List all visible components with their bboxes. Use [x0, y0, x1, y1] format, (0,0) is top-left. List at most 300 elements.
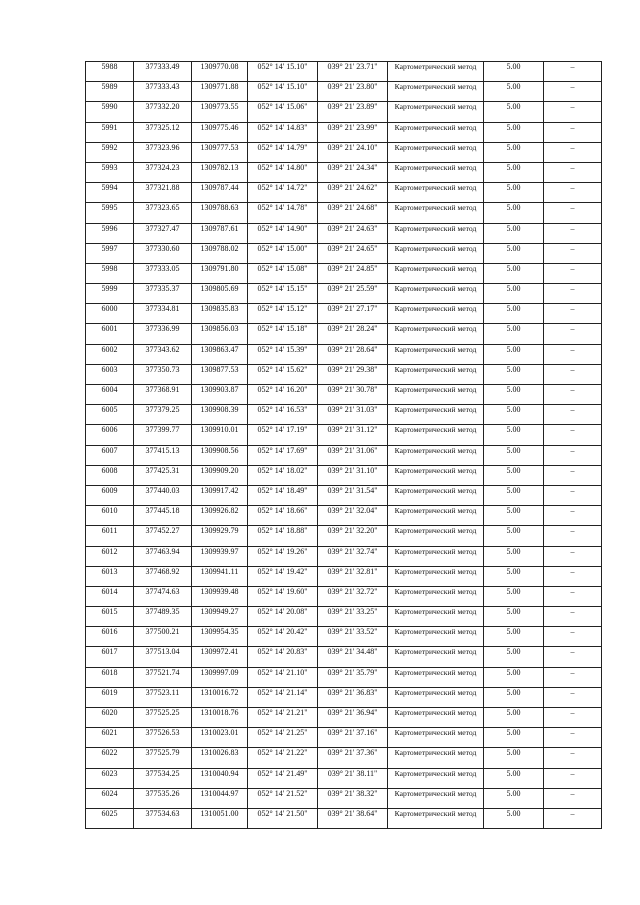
- method-cell: Картометрический метод: [388, 728, 484, 748]
- table-row: [86, 142, 602, 162]
- table-row: [86, 263, 602, 283]
- table-row: [86, 586, 602, 606]
- y-coordinate-cell: 1309770.08: [192, 62, 248, 82]
- table-row: [86, 788, 602, 808]
- method-cell: Картометрический метод: [388, 788, 484, 808]
- table-row: [86, 102, 602, 122]
- table-row: [86, 768, 602, 788]
- note-cell: –: [544, 445, 602, 465]
- longitude-cell: 039° 21' 28.24": [318, 324, 388, 344]
- y-coordinate-cell: 1309939.48: [192, 586, 248, 606]
- method-cell: Картометрический метод: [388, 546, 484, 566]
- method-cell: Картометрический метод: [388, 324, 484, 344]
- x-coordinate-cell: 377526.53: [134, 728, 192, 748]
- method-cell: Картометрический метод: [388, 344, 484, 364]
- longitude-cell: 039° 21' 32.04": [318, 506, 388, 526]
- table-row: [86, 364, 602, 384]
- note-cell: –: [544, 425, 602, 445]
- table-row: [86, 405, 602, 425]
- method-cell: Картометрический метод: [388, 647, 484, 667]
- table-row: [86, 687, 602, 707]
- latitude-cell: 052° 14' 15.10": [248, 62, 318, 82]
- accuracy-cell: 5.00: [484, 506, 544, 526]
- x-coordinate-cell: 377535.26: [134, 788, 192, 808]
- accuracy-cell: 5.00: [484, 808, 544, 828]
- longitude-cell: 039° 21' 30.78": [318, 385, 388, 405]
- x-coordinate-cell: 377335.37: [134, 284, 192, 304]
- accuracy-cell: 5.00: [484, 627, 544, 647]
- table-row: [86, 566, 602, 586]
- note-cell: –: [544, 324, 602, 344]
- latitude-cell: 052° 14' 21.52": [248, 788, 318, 808]
- x-coordinate-cell: 377343.62: [134, 344, 192, 364]
- point-number-cell: 6010: [86, 506, 134, 526]
- longitude-cell: 039° 21' 32.72": [318, 586, 388, 606]
- note-cell: –: [544, 566, 602, 586]
- y-coordinate-cell: 1309972.41: [192, 647, 248, 667]
- x-coordinate-cell: 377534.25: [134, 768, 192, 788]
- table-row: [86, 546, 602, 566]
- table-row: [86, 324, 602, 344]
- table-row: [86, 748, 602, 768]
- point-number-cell: 6004: [86, 385, 134, 405]
- latitude-cell: 052° 14' 21.25": [248, 728, 318, 748]
- y-coordinate-cell: 1310044.97: [192, 788, 248, 808]
- method-cell: Картометрический метод: [388, 122, 484, 142]
- note-cell: –: [544, 62, 602, 82]
- latitude-cell: 052° 14' 21.50": [248, 808, 318, 828]
- method-cell: Картометрический метод: [388, 405, 484, 425]
- point-number-cell: 5999: [86, 284, 134, 304]
- latitude-cell: 052° 14' 20.08": [248, 607, 318, 627]
- point-number-cell: 6020: [86, 708, 134, 728]
- point-number-cell: 6023: [86, 768, 134, 788]
- x-coordinate-cell: 377489.35: [134, 607, 192, 627]
- x-coordinate-cell: 377399.77: [134, 425, 192, 445]
- point-number-cell: 5994: [86, 183, 134, 203]
- latitude-cell: 052° 14' 14.72": [248, 183, 318, 203]
- x-coordinate-cell: 377350.73: [134, 364, 192, 384]
- point-number-cell: 6014: [86, 586, 134, 606]
- x-coordinate-cell: 377333.49: [134, 62, 192, 82]
- y-coordinate-cell: 1309788.63: [192, 203, 248, 223]
- point-number-cell: 5996: [86, 223, 134, 243]
- y-coordinate-cell: 1309949.27: [192, 607, 248, 627]
- y-coordinate-cell: 1309773.55: [192, 102, 248, 122]
- y-coordinate-cell: 1309939.97: [192, 546, 248, 566]
- note-cell: –: [544, 203, 602, 223]
- method-cell: Картометрический метод: [388, 102, 484, 122]
- x-coordinate-cell: 377321.88: [134, 183, 192, 203]
- longitude-cell: 039° 21' 37.36": [318, 748, 388, 768]
- accuracy-cell: 5.00: [484, 465, 544, 485]
- table-row: [86, 667, 602, 687]
- y-coordinate-cell: 1309805.69: [192, 284, 248, 304]
- latitude-cell: 052° 14' 18.02": [248, 465, 318, 485]
- note-cell: –: [544, 748, 602, 768]
- note-cell: –: [544, 142, 602, 162]
- method-cell: Картометрический метод: [388, 607, 484, 627]
- longitude-cell: 039° 21' 24.10": [318, 142, 388, 162]
- longitude-cell: 039° 21' 32.74": [318, 546, 388, 566]
- method-cell: Картометрический метод: [388, 162, 484, 182]
- point-number-cell: 5989: [86, 82, 134, 102]
- method-cell: Картометрический метод: [388, 586, 484, 606]
- point-number-cell: 6009: [86, 485, 134, 505]
- note-cell: –: [544, 243, 602, 263]
- latitude-cell: 052° 14' 14.83": [248, 122, 318, 142]
- y-coordinate-cell: 1309856.03: [192, 324, 248, 344]
- latitude-cell: 052° 14' 19.60": [248, 586, 318, 606]
- note-cell: –: [544, 385, 602, 405]
- latitude-cell: 052° 14' 15.12": [248, 304, 318, 324]
- note-cell: –: [544, 405, 602, 425]
- y-coordinate-cell: 1309997.09: [192, 667, 248, 687]
- point-number-cell: 6021: [86, 728, 134, 748]
- table-row: [86, 647, 602, 667]
- y-coordinate-cell: 1309788.02: [192, 243, 248, 263]
- latitude-cell: 052° 14' 17.19": [248, 425, 318, 445]
- note-cell: –: [544, 506, 602, 526]
- accuracy-cell: 5.00: [484, 203, 544, 223]
- table-row: [86, 708, 602, 728]
- longitude-cell: 039° 21' 37.16": [318, 728, 388, 748]
- x-coordinate-cell: 377332.20: [134, 102, 192, 122]
- y-coordinate-cell: 1309782.13: [192, 162, 248, 182]
- latitude-cell: 052° 14' 16.20": [248, 385, 318, 405]
- accuracy-cell: 5.00: [484, 667, 544, 687]
- accuracy-cell: 5.00: [484, 62, 544, 82]
- accuracy-cell: 5.00: [484, 708, 544, 728]
- y-coordinate-cell: 1309926.82: [192, 506, 248, 526]
- method-cell: Картометрический метод: [388, 768, 484, 788]
- note-cell: –: [544, 485, 602, 505]
- method-cell: Картометрический метод: [388, 203, 484, 223]
- x-coordinate-cell: 377525.79: [134, 748, 192, 768]
- accuracy-cell: 5.00: [484, 122, 544, 142]
- x-coordinate-cell: 377525.25: [134, 708, 192, 728]
- note-cell: –: [544, 808, 602, 828]
- accuracy-cell: 5.00: [484, 284, 544, 304]
- point-number-cell: 6022: [86, 748, 134, 768]
- point-number-cell: 5993: [86, 162, 134, 182]
- accuracy-cell: 5.00: [484, 485, 544, 505]
- table-row: [86, 425, 602, 445]
- y-coordinate-cell: 1309863.47: [192, 344, 248, 364]
- longitude-cell: 039° 21' 31.10": [318, 465, 388, 485]
- method-cell: Картометрический метод: [388, 485, 484, 505]
- x-coordinate-cell: 377324.23: [134, 162, 192, 182]
- longitude-cell: 039° 21' 34.48": [318, 647, 388, 667]
- longitude-cell: 039° 21' 31.54": [318, 485, 388, 505]
- longitude-cell: 039° 21' 23.80": [318, 82, 388, 102]
- latitude-cell: 052° 14' 20.42": [248, 627, 318, 647]
- longitude-cell: 039° 21' 38.11": [318, 768, 388, 788]
- table-row: [86, 526, 602, 546]
- method-cell: Картометрический метод: [388, 263, 484, 283]
- longitude-cell: 039° 21' 36.83": [318, 687, 388, 707]
- table-row: [86, 284, 602, 304]
- table-row: [86, 808, 602, 828]
- note-cell: –: [544, 687, 602, 707]
- y-coordinate-cell: 1310026.83: [192, 748, 248, 768]
- point-number-cell: 5992: [86, 142, 134, 162]
- accuracy-cell: 5.00: [484, 162, 544, 182]
- accuracy-cell: 5.00: [484, 647, 544, 667]
- note-cell: –: [544, 768, 602, 788]
- latitude-cell: 052° 14' 19.42": [248, 566, 318, 586]
- accuracy-cell: 5.00: [484, 748, 544, 768]
- longitude-cell: 039° 21' 31.03": [318, 405, 388, 425]
- longitude-cell: 039° 21' 33.52": [318, 627, 388, 647]
- point-number-cell: 6017: [86, 647, 134, 667]
- latitude-cell: 052° 14' 18.49": [248, 485, 318, 505]
- table-row: [86, 344, 602, 364]
- accuracy-cell: 5.00: [484, 263, 544, 283]
- point-number-cell: 5990: [86, 102, 134, 122]
- table-row: [86, 728, 602, 748]
- method-cell: Картометрический метод: [388, 627, 484, 647]
- longitude-cell: 039° 21' 28.64": [318, 344, 388, 364]
- accuracy-cell: 5.00: [484, 425, 544, 445]
- point-number-cell: 6006: [86, 425, 134, 445]
- table-row: [86, 62, 602, 82]
- longitude-cell: 039° 21' 36.94": [318, 708, 388, 728]
- y-coordinate-cell: 1309775.46: [192, 122, 248, 142]
- longitude-cell: 039° 21' 24.85": [318, 263, 388, 283]
- accuracy-cell: 5.00: [484, 82, 544, 102]
- table-row: [86, 506, 602, 526]
- method-cell: Картометрический метод: [388, 667, 484, 687]
- accuracy-cell: 5.00: [484, 788, 544, 808]
- x-coordinate-cell: 377425.31: [134, 465, 192, 485]
- latitude-cell: 052° 14' 15.62": [248, 364, 318, 384]
- accuracy-cell: 5.00: [484, 385, 544, 405]
- table-row: [86, 304, 602, 324]
- accuracy-cell: 5.00: [484, 324, 544, 344]
- x-coordinate-cell: 377323.96: [134, 142, 192, 162]
- latitude-cell: 052° 14' 15.06": [248, 102, 318, 122]
- y-coordinate-cell: 1309877.53: [192, 364, 248, 384]
- method-cell: Картометрический метод: [388, 385, 484, 405]
- note-cell: –: [544, 284, 602, 304]
- x-coordinate-cell: 377336.99: [134, 324, 192, 344]
- point-number-cell: 6011: [86, 526, 134, 546]
- method-cell: Картометрический метод: [388, 223, 484, 243]
- accuracy-cell: 5.00: [484, 768, 544, 788]
- accuracy-cell: 5.00: [484, 566, 544, 586]
- point-number-cell: 6015: [86, 607, 134, 627]
- method-cell: Картометрический метод: [388, 465, 484, 485]
- x-coordinate-cell: 377513.04: [134, 647, 192, 667]
- accuracy-cell: 5.00: [484, 405, 544, 425]
- latitude-cell: 052° 14' 18.66": [248, 506, 318, 526]
- accuracy-cell: 5.00: [484, 102, 544, 122]
- point-number-cell: 6025: [86, 808, 134, 828]
- latitude-cell: 052° 14' 14.80": [248, 162, 318, 182]
- point-number-cell: 6001: [86, 324, 134, 344]
- note-cell: –: [544, 788, 602, 808]
- accuracy-cell: 5.00: [484, 223, 544, 243]
- note-cell: –: [544, 647, 602, 667]
- y-coordinate-cell: 1309908.56: [192, 445, 248, 465]
- x-coordinate-cell: 377474.63: [134, 586, 192, 606]
- method-cell: Картометрический метод: [388, 708, 484, 728]
- y-coordinate-cell: 1310016.72: [192, 687, 248, 707]
- point-number-cell: 5988: [86, 62, 134, 82]
- latitude-cell: 052° 14' 21.49": [248, 768, 318, 788]
- x-coordinate-cell: 377445.18: [134, 506, 192, 526]
- y-coordinate-cell: 1309908.39: [192, 405, 248, 425]
- table-row: [86, 122, 602, 142]
- method-cell: Картометрический метод: [388, 364, 484, 384]
- note-cell: –: [544, 82, 602, 102]
- point-number-cell: 6007: [86, 445, 134, 465]
- method-cell: Картометрический метод: [388, 748, 484, 768]
- coordinates-table: [85, 61, 602, 829]
- method-cell: Картометрический метод: [388, 82, 484, 102]
- latitude-cell: 052° 14' 14.90": [248, 223, 318, 243]
- latitude-cell: 052° 14' 15.18": [248, 324, 318, 344]
- y-coordinate-cell: 1310023.01: [192, 728, 248, 748]
- longitude-cell: 039° 21' 24.63": [318, 223, 388, 243]
- y-coordinate-cell: 1309787.61: [192, 223, 248, 243]
- x-coordinate-cell: 377534.63: [134, 808, 192, 828]
- x-coordinate-cell: 377523.11: [134, 687, 192, 707]
- x-coordinate-cell: 377468.92: [134, 566, 192, 586]
- table-row: [86, 203, 602, 223]
- accuracy-cell: 5.00: [484, 142, 544, 162]
- accuracy-cell: 5.00: [484, 687, 544, 707]
- table-row: [86, 243, 602, 263]
- longitude-cell: 039° 21' 32.20": [318, 526, 388, 546]
- point-number-cell: 5997: [86, 243, 134, 263]
- longitude-cell: 039° 21' 24.68": [318, 203, 388, 223]
- note-cell: –: [544, 162, 602, 182]
- longitude-cell: 039° 21' 33.25": [318, 607, 388, 627]
- x-coordinate-cell: 377415.13: [134, 445, 192, 465]
- accuracy-cell: 5.00: [484, 607, 544, 627]
- latitude-cell: 052° 14' 21.14": [248, 687, 318, 707]
- x-coordinate-cell: 377379.25: [134, 405, 192, 425]
- point-number-cell: 5995: [86, 203, 134, 223]
- point-number-cell: 6013: [86, 566, 134, 586]
- latitude-cell: 052° 14' 18.88": [248, 526, 318, 546]
- accuracy-cell: 5.00: [484, 183, 544, 203]
- method-cell: Картометрический метод: [388, 506, 484, 526]
- longitude-cell: 039° 21' 38.32": [318, 788, 388, 808]
- longitude-cell: 039° 21' 31.12": [318, 425, 388, 445]
- note-cell: –: [544, 122, 602, 142]
- point-number-cell: 5998: [86, 263, 134, 283]
- accuracy-cell: 5.00: [484, 546, 544, 566]
- x-coordinate-cell: 377330.60: [134, 243, 192, 263]
- method-cell: Картометрический метод: [388, 284, 484, 304]
- longitude-cell: 039° 21' 35.79": [318, 667, 388, 687]
- y-coordinate-cell: 1309910.01: [192, 425, 248, 445]
- x-coordinate-cell: 377327.47: [134, 223, 192, 243]
- table-row: [86, 465, 602, 485]
- note-cell: –: [544, 364, 602, 384]
- latitude-cell: 052° 14' 15.08": [248, 263, 318, 283]
- x-coordinate-cell: 377368.91: [134, 385, 192, 405]
- longitude-cell: 039° 21' 23.99": [318, 122, 388, 142]
- x-coordinate-cell: 377325.12: [134, 122, 192, 142]
- y-coordinate-cell: 1310018.76: [192, 708, 248, 728]
- method-cell: Картометрический метод: [388, 425, 484, 445]
- x-coordinate-cell: 377333.43: [134, 82, 192, 102]
- method-cell: Картометрический метод: [388, 62, 484, 82]
- point-number-cell: 5991: [86, 122, 134, 142]
- longitude-cell: 039° 21' 27.17": [318, 304, 388, 324]
- note-cell: –: [544, 728, 602, 748]
- x-coordinate-cell: 377521.74: [134, 667, 192, 687]
- table-row: [86, 607, 602, 627]
- method-cell: Картометрический метод: [388, 183, 484, 203]
- note-cell: –: [544, 586, 602, 606]
- accuracy-cell: 5.00: [484, 304, 544, 324]
- latitude-cell: 052° 14' 17.69": [248, 445, 318, 465]
- method-cell: Картометрический метод: [388, 566, 484, 586]
- point-number-cell: 6000: [86, 304, 134, 324]
- latitude-cell: 052° 14' 14.78": [248, 203, 318, 223]
- longitude-cell: 039° 21' 24.65": [318, 243, 388, 263]
- longitude-cell: 039° 21' 29.38": [318, 364, 388, 384]
- method-cell: Картометрический метод: [388, 445, 484, 465]
- x-coordinate-cell: 377440.03: [134, 485, 192, 505]
- note-cell: –: [544, 708, 602, 728]
- table-row: [86, 445, 602, 465]
- point-number-cell: 6008: [86, 465, 134, 485]
- point-number-cell: 6024: [86, 788, 134, 808]
- longitude-cell: 039° 21' 23.89": [318, 102, 388, 122]
- note-cell: –: [544, 263, 602, 283]
- latitude-cell: 052° 14' 15.15": [248, 284, 318, 304]
- y-coordinate-cell: 1310040.94: [192, 768, 248, 788]
- longitude-cell: 039° 21' 24.62": [318, 183, 388, 203]
- note-cell: –: [544, 465, 602, 485]
- x-coordinate-cell: 377334.81: [134, 304, 192, 324]
- longitude-cell: 039° 21' 32.81": [318, 566, 388, 586]
- y-coordinate-cell: 1309787.44: [192, 183, 248, 203]
- longitude-cell: 039° 21' 25.59": [318, 284, 388, 304]
- latitude-cell: 052° 14' 14.79": [248, 142, 318, 162]
- note-cell: –: [544, 607, 602, 627]
- point-number-cell: 6019: [86, 687, 134, 707]
- x-coordinate-cell: 377500.21: [134, 627, 192, 647]
- x-coordinate-cell: 377333.05: [134, 263, 192, 283]
- latitude-cell: 052° 14' 21.22": [248, 748, 318, 768]
- table-row: [86, 485, 602, 505]
- y-coordinate-cell: 1309791.80: [192, 263, 248, 283]
- y-coordinate-cell: 1309909.20: [192, 465, 248, 485]
- y-coordinate-cell: 1309917.42: [192, 485, 248, 505]
- table-row: [86, 82, 602, 102]
- accuracy-cell: 5.00: [484, 586, 544, 606]
- point-number-cell: 6002: [86, 344, 134, 364]
- note-cell: –: [544, 526, 602, 546]
- latitude-cell: 052° 14' 15.39": [248, 344, 318, 364]
- note-cell: –: [544, 627, 602, 647]
- y-coordinate-cell: 1309903.87: [192, 385, 248, 405]
- note-cell: –: [544, 183, 602, 203]
- longitude-cell: 039° 21' 31.06": [318, 445, 388, 465]
- accuracy-cell: 5.00: [484, 526, 544, 546]
- table-row: [86, 162, 602, 182]
- method-cell: Картометрический метод: [388, 808, 484, 828]
- longitude-cell: 039° 21' 23.71": [318, 62, 388, 82]
- latitude-cell: 052° 14' 15.10": [248, 82, 318, 102]
